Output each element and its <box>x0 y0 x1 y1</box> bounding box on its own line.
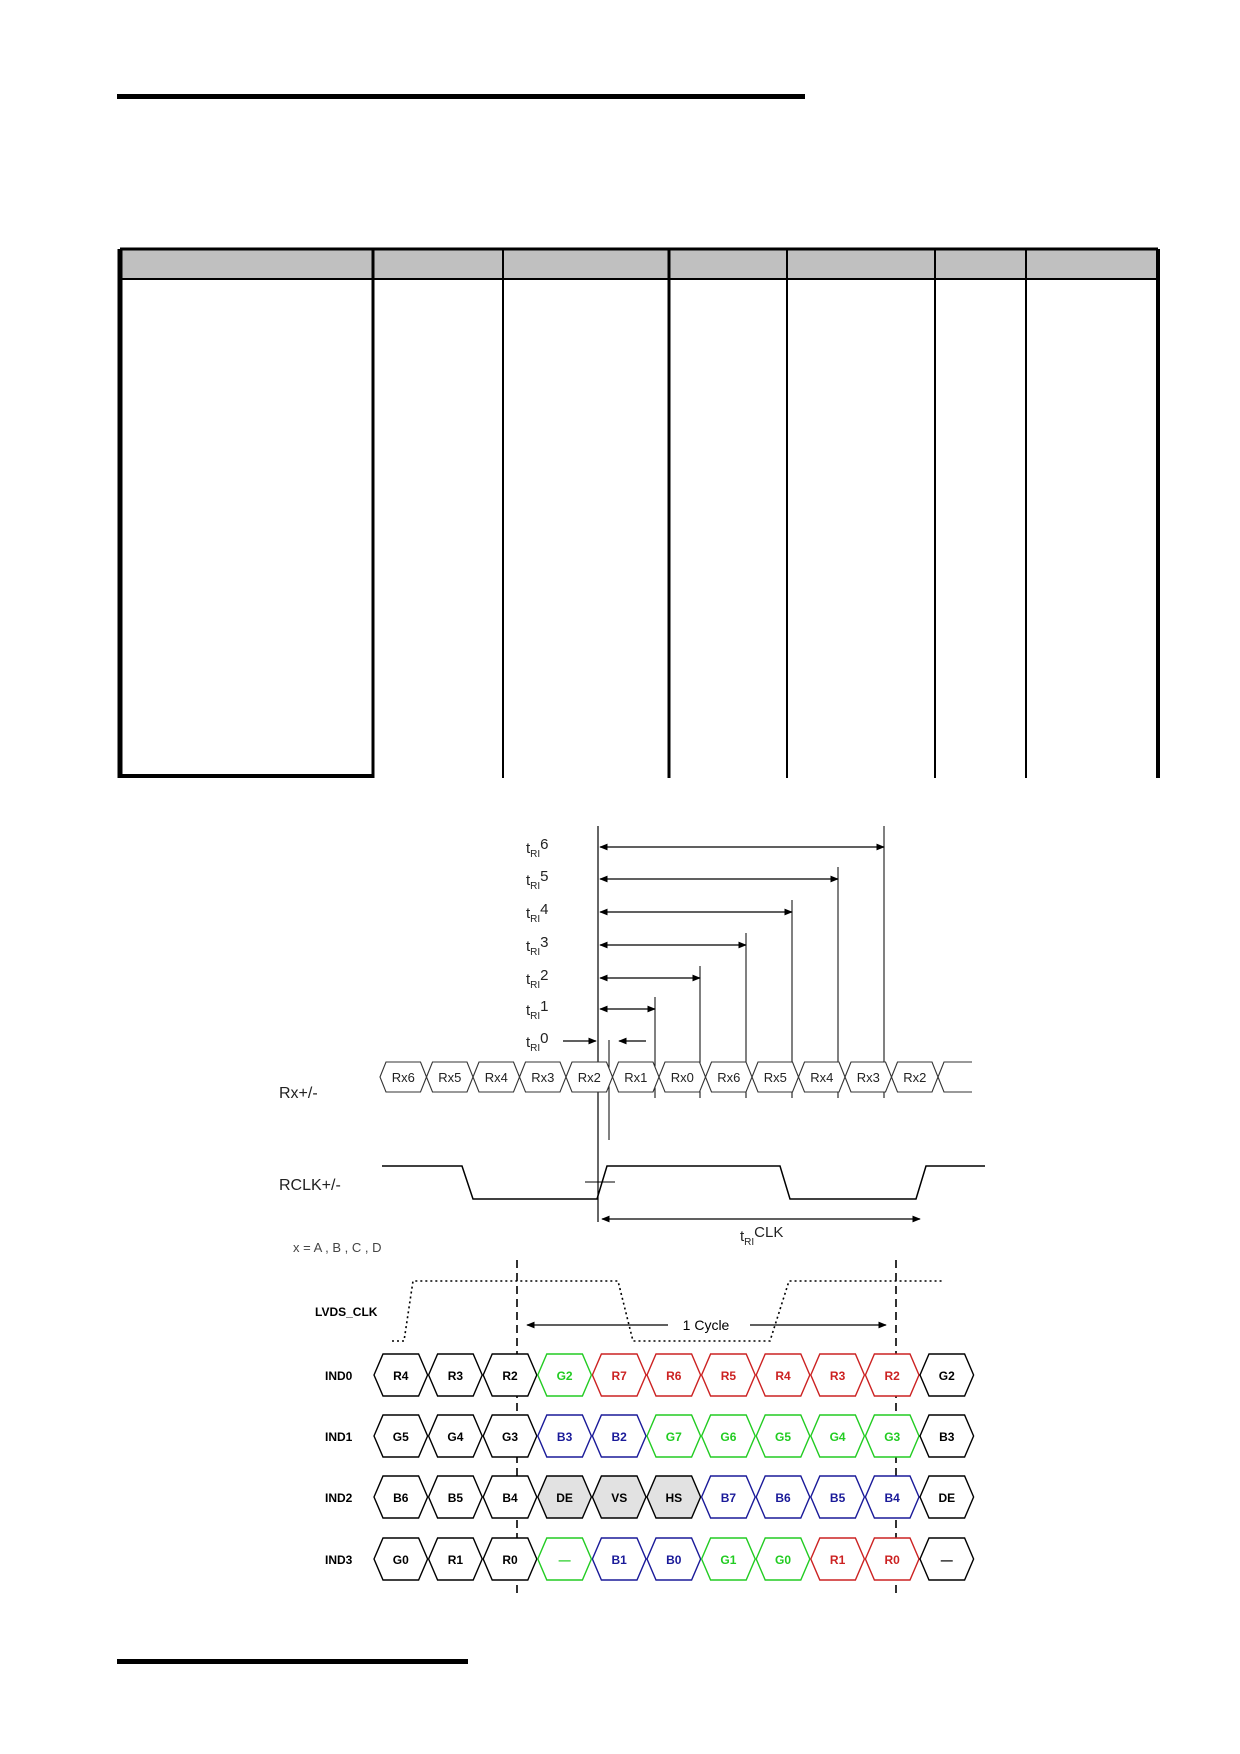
cycle-label: 1 Cycle <box>682 1317 730 1333</box>
rx-cell-label: Rx4 <box>810 1070 834 1085</box>
lane-cell-label: G4 <box>829 1430 846 1444</box>
rx-cell-label: Rx5 <box>438 1070 462 1085</box>
lane-cell-label: R7 <box>611 1369 627 1383</box>
tri-timing-group <box>526 826 884 1222</box>
x-def-label: x = A , B , C , D <box>293 1240 382 1255</box>
tri-label: $t_{RI}4$ <box>526 901 549 925</box>
lane-cell-label: B3 <box>939 1430 955 1444</box>
lane-cell-label: G0 <box>774 1553 792 1567</box>
rx-cell-label: Rx6 <box>391 1070 415 1085</box>
lane-label: IND0 <box>325 1369 353 1383</box>
lane-cell-label: B5 <box>829 1491 846 1505</box>
lvds-lanes <box>325 1354 974 1580</box>
rx-label: Rx+/- <box>279 1085 318 1102</box>
lane-cell-label: B3 <box>556 1430 573 1444</box>
rx-cell-label: Rx6 <box>717 1070 741 1085</box>
rx-cell-label: Rx0 <box>670 1070 694 1085</box>
lane-cell-label: R0 <box>884 1553 900 1567</box>
lane-label: IND1 <box>325 1430 353 1444</box>
lane-cell-label: B7 <box>720 1491 737 1505</box>
lvds-clk-label: LVDS_CLK <box>315 1305 378 1319</box>
lane-cell-label: G2 <box>556 1369 573 1383</box>
tri-label: $t_{RI}1$ <box>526 998 549 1022</box>
lane-label: IND3 <box>325 1553 353 1567</box>
lane-cell-label: — <box>558 1553 571 1567</box>
rx-tail-top <box>938 1062 972 1077</box>
rx-tail-bottom <box>938 1077 972 1092</box>
tri-label: $t_{RI}3$ <box>526 934 549 958</box>
lane-cell-label: B4 <box>502 1491 518 1505</box>
lvds-clk-waveform <box>392 1281 944 1341</box>
lane-cell-label: G3 <box>501 1430 519 1444</box>
rx-cell-label: Rx3 <box>856 1070 880 1085</box>
tri-label: $t_{RI}0$ <box>526 1030 549 1054</box>
lane-cell-label: R4 <box>775 1369 791 1383</box>
lane-cell-label: HS <box>665 1491 683 1505</box>
lane-cell-label: R2 <box>884 1369 900 1383</box>
tri-label: $t_{RI}5$ <box>526 868 549 892</box>
tri-label: $t_{RI}6$ <box>526 836 549 860</box>
lane-cell-label: B5 <box>447 1491 464 1505</box>
lane-cell-label: R1 <box>829 1553 846 1567</box>
lane-cell-label: R5 <box>720 1369 737 1383</box>
lane-cell-label: G2 <box>938 1369 955 1383</box>
lane-cell-label: G3 <box>884 1430 901 1444</box>
rx-cell-label: Rx5 <box>763 1070 787 1085</box>
lane-cell-label: DE <box>938 1491 956 1505</box>
lane-cell-label: DE <box>556 1491 573 1505</box>
lane-cell-label: G7 <box>665 1430 682 1444</box>
lane-label: IND2 <box>325 1491 353 1505</box>
lane-cell-label: B0 <box>666 1553 682 1567</box>
lane-cell-label: G5 <box>392 1430 409 1444</box>
lane-cell-label: G4 <box>447 1430 464 1444</box>
lane-cell-label: G5 <box>774 1430 792 1444</box>
rclk-waveform <box>382 1166 985 1199</box>
lane-cell-label: G0 <box>392 1553 409 1567</box>
rx-cell-label: Rx4 <box>484 1070 508 1085</box>
rclk-row <box>279 1166 985 1255</box>
lane-cell-label: VS <box>611 1491 628 1505</box>
lane-cell-label: B2 <box>611 1430 627 1444</box>
lane-cell-label: R1 <box>447 1553 464 1567</box>
lane-cell-label: B6 <box>775 1491 791 1505</box>
rx-cell-label: Rx3 <box>531 1070 555 1085</box>
rclk-label: RCLK+/- <box>279 1177 341 1194</box>
rx-row <box>279 1062 972 1102</box>
rx-cell-label: Rx2 <box>577 1070 601 1085</box>
lane-cell-label: R3 <box>829 1369 846 1383</box>
triclk-label: $t_{RI}CLK$ <box>740 1224 784 1248</box>
lane-cell-label: R3 <box>447 1369 464 1383</box>
lane-cell-label: G6 <box>720 1430 737 1444</box>
lane-cell-label: R4 <box>393 1369 409 1383</box>
rx-cell-label: Rx2 <box>903 1070 927 1085</box>
lane-cell-label: R6 <box>666 1369 682 1383</box>
tri-label: $t_{RI}2$ <box>526 967 549 991</box>
lane-cell-label: R2 <box>502 1369 518 1383</box>
lane-cell-label: B4 <box>884 1491 900 1505</box>
lane-cell-label: — <box>940 1553 953 1567</box>
lane-cell-label: G1 <box>720 1553 737 1567</box>
lane-cell-label: B1 <box>611 1553 627 1567</box>
lane-cell-label: B6 <box>393 1491 409 1505</box>
rx-cell-label: Rx1 <box>624 1070 648 1085</box>
lane-cell-label: R0 <box>502 1553 518 1567</box>
